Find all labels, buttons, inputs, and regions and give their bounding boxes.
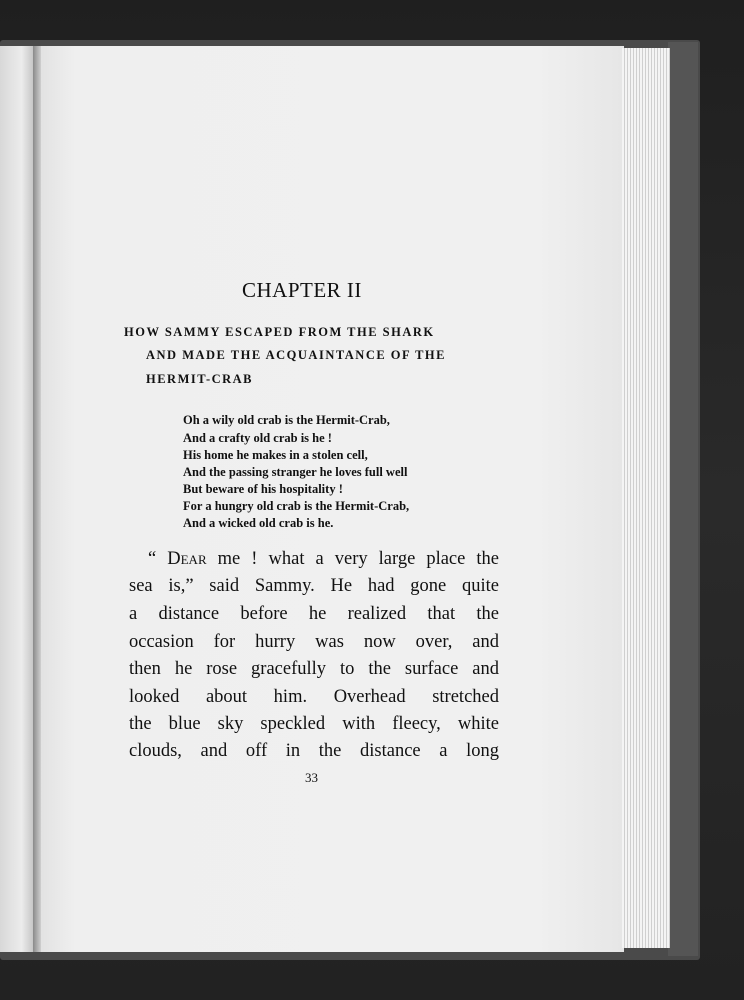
verse-line-4: And the passing stranger he loves full well <box>183 465 408 479</box>
chapter-subtitle-line-3: HERMIT-CRAB <box>146 372 254 386</box>
chapter-subtitle-line-1: HOW SAMMY ESCAPED FROM THE SHARK <box>124 325 435 339</box>
verse-line-3: His home he makes in a stolen cell, <box>183 448 368 462</box>
body-line-4: occasion for hurry was now over, and <box>129 632 499 652</box>
verse-line-2: And a crafty old crab is he ! <box>183 431 332 445</box>
body-line-5: then he rose gracefully to the surface and <box>129 659 499 679</box>
body-line-7: the blue sky speckled with fleecy, white <box>129 714 499 734</box>
verse-line-5: But beware of his hospitality ! <box>183 482 343 496</box>
left-page <box>0 46 36 952</box>
drop-word: Dear <box>167 549 207 569</box>
chapter-subtitle-line-2: AND MADE THE ACQUAINTANCE OF THE <box>146 348 446 362</box>
page-gutter <box>33 46 41 952</box>
page-edges <box>622 48 670 948</box>
chapter-title: CHAPTER II <box>242 278 362 302</box>
verse-line-6: For a hungry old crab is the Hermit-Crab, <box>183 499 410 513</box>
body-line-3: a distance before he realized that the <box>129 604 499 624</box>
verse-line-1: Oh a wily old crab is the Hermit-Crab, <box>183 413 390 427</box>
body-line-8: clouds, and off in the distance a long <box>129 741 499 761</box>
cover-edge-right <box>668 42 698 956</box>
body-line-1-rest: me ! what a very large place the <box>206 549 499 569</box>
body-line-2: sea is,” said Sammy. He had gone quite <box>129 576 499 596</box>
body-line-6: looked about him. Overhead stretched <box>129 687 499 707</box>
page-number: 33 <box>305 770 318 785</box>
body-line-1 <box>148 546 499 573</box>
verse-line-7: And a wicked old crab is he. <box>183 516 334 530</box>
opening-quote: “ <box>148 549 168 569</box>
